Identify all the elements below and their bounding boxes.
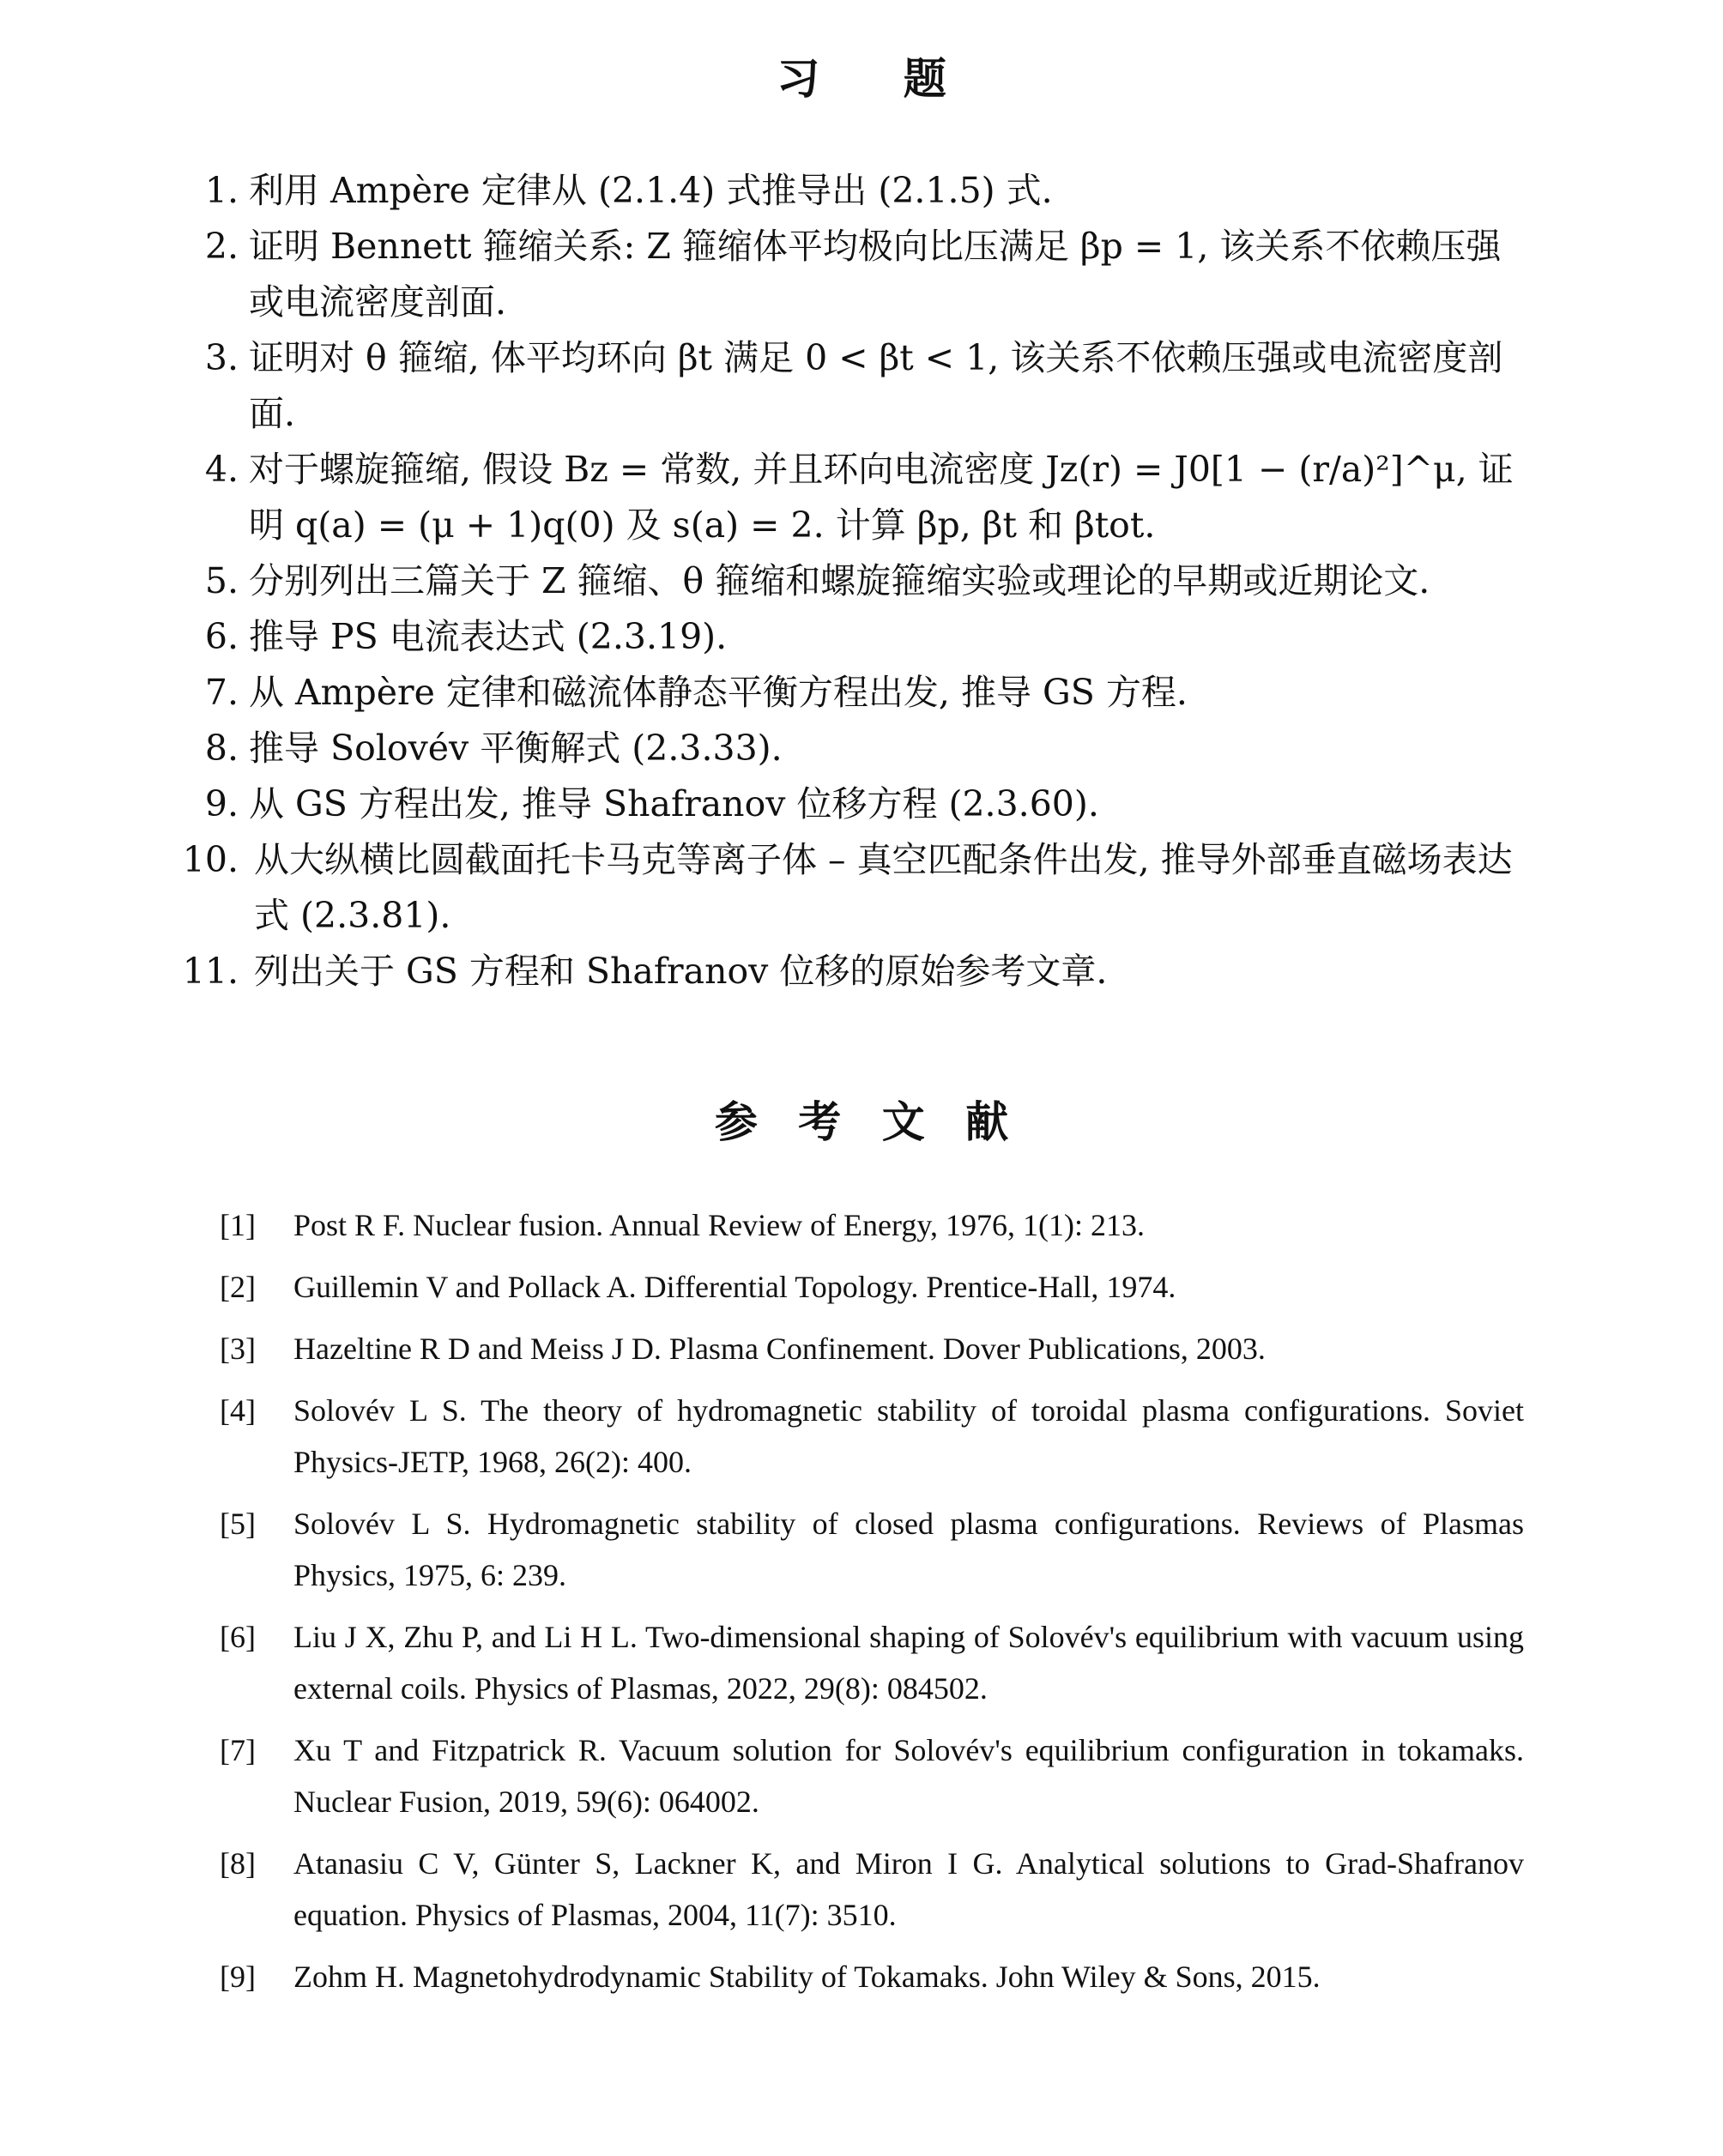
exercise-text: 从 GS 方程出发, 推导 Shafranov 位移方程 (2.3.60). [249, 783, 1099, 824]
exercise-number: 11. [182, 951, 239, 992]
exercise-number: 7. [204, 672, 239, 713]
exercise-text: 推导 Solovév 平衡解式 (2.3.33). [249, 728, 783, 769]
exercises-heading: 习 题 [777, 54, 946, 104]
exercise-number: 4. [204, 449, 239, 490]
reference-number: [2] [220, 1270, 256, 1304]
exercise-text: 证明 Bennett 箍缩关系: Z 箍缩体平均极向比压满足 βp = 1, 该关系不依赖压强或电流密度剖面. [249, 226, 1502, 323]
reference-text: Atanasiu C V, Günter S, Lackner K, and Miron I G. Analytical solutions to Grad-Shafranov equation. Physics of Plasmas, 2004, 11(7): 3510. [293, 1846, 1524, 1932]
exercise-text: 证明对 θ 箍缩, 体平均环向 βt 满足 0 < βt < 1, 该关系不依赖压强或电流密度剖面. [249, 337, 1503, 434]
reference-text: Hazeltine R D and Meiss J D. Plasma Confinement. Dover Publications, 2003. [293, 1332, 1266, 1366]
exercise-number: 2. [204, 226, 239, 267]
exercise-number: 1. [204, 170, 239, 211]
exercise-number: 8. [204, 728, 239, 769]
reference-text: Xu T and Fitzpatrick R. Vacuum solution for Solovév's equilibrium configuration in tokamaks. Nuclear Fusion, 2019, 59(6): 064002. [293, 1733, 1524, 1819]
reference-number: [8] [220, 1846, 256, 1881]
exercise-text: 从 Ampère 定律和磁流体静态平衡方程出发, 推导 GS 方程. [249, 672, 1188, 713]
reference-text: Liu J X, Zhu P, and Li H L. Two-dimensional shaping of Solovév's equilibrium with vacuum using external coils. Physics of Plasmas, 2022, 29(8): 084502. [293, 1620, 1524, 1706]
reference-number: [3] [220, 1332, 256, 1366]
reference-number: [1] [220, 1208, 256, 1242]
exercise-text: 推导 PS 电流表达式 (2.3.19). [249, 616, 728, 657]
reference-number: [4] [220, 1393, 256, 1428]
reference-number: [5] [220, 1507, 256, 1541]
reference-text: Guillemin V and Pollack A. Differential Topology. Prentice-Hall, 1974. [293, 1270, 1176, 1304]
reference-text: Zohm H. Magnetohydrodynamic Stability of Tokamaks. John Wiley & Sons, 2015. [293, 1960, 1321, 1994]
references-heading: 参 考 文 献 [714, 1097, 1009, 1147]
exercise-number: 3. [204, 337, 239, 378]
reference-text: Solovév L S. Hydromagnetic stability of closed plasma configurations. Reviews of Plasmas Physics, 1975, 6: 239. [293, 1507, 1524, 1592]
reference-number: [9] [220, 1960, 256, 1994]
reference-number: [7] [220, 1733, 256, 1767]
reference-text: Solovév L S. The theory of hydromagnetic stability of toroidal plasma configurations. Soviet Physics-JETP, 1968, 26(2): 400. [293, 1393, 1524, 1479]
exercise-number: 5. [204, 560, 239, 601]
exercise-text: 从大纵横比圆截面托卡马克等离子体 – 真空匹配条件出发, 推导外部垂直磁场表达式 (2.3.81). [254, 839, 1513, 936]
exercise-number: 10. [182, 839, 239, 880]
exercise-text: 利用 Ampère 定律从 (2.1.4) 式推导出 (2.1.5) 式. [249, 170, 1053, 211]
exercise-number: 6. [204, 616, 239, 657]
reference-number: [6] [220, 1620, 256, 1654]
exercise-text: 列出关于 GS 方程和 Shafranov 位移的原始参考文章. [254, 951, 1108, 992]
exercise-text: 对于螺旋箍缩, 假设 Bz = 常数, 并且环向电流密度 Jz(r) = J0[1 − (r/a)²]^μ, 证明 q(a) = (μ + 1)q(0) 及 s(a) = 2. 计算 βp, βt 和 βtot. [249, 449, 1514, 546]
reference-text: Post R F. Nuclear fusion. Annual Review of Energy, 1976, 1(1): 213. [293, 1208, 1146, 1242]
exercise-text: 分别列出三篇关于 Z 箍缩、θ 箍缩和螺旋箍缩实验或理论的早期或近期论文. [249, 560, 1430, 601]
exercise-number: 9. [204, 783, 239, 824]
